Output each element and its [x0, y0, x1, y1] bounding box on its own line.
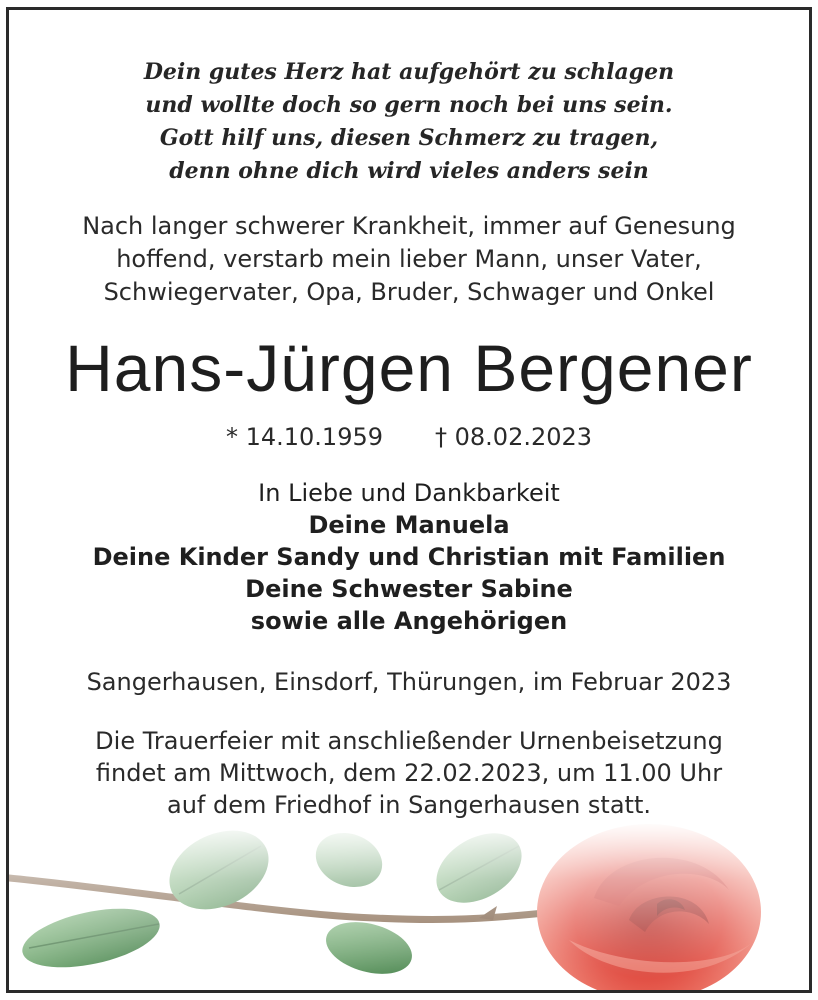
mourner-name: Deine Schwester Sabine	[245, 575, 573, 603]
poem-line: Gott hilf uns, diesen Schmerz zu tragen,	[159, 125, 659, 151]
poem-line: Dein gutes Herz hat aufgehört zu schlagen	[143, 59, 675, 85]
mourner-name: sowie alle Angehörigen	[250, 607, 568, 635]
rose-image	[9, 820, 809, 990]
deceased-name: Hans-Jürgen Bergener	[65, 331, 753, 405]
funeral-service-info	[9, 725, 809, 821]
intro-line: Nach langer schwerer Krankheit, immer auf Genesung	[82, 212, 736, 240]
intro-line: hoffend, verstarb mein lieber Mann, unser Vater,	[116, 245, 702, 273]
service-line: auf dem Friedhof in Sangerhausen statt.	[167, 791, 651, 819]
mourner-name: Deine Kinder Sandy und Christian mit Familien	[92, 543, 726, 571]
service-line: Die Trauerfeier mit anschließender Urnenbeisetzung	[95, 727, 723, 755]
place-and-date: Sangerhausen, Einsdorf, Thürungen, im Februar 2023	[86, 668, 732, 696]
death-date: † 08.02.2023	[435, 423, 593, 451]
poem	[9, 56, 809, 188]
mourners-block	[9, 477, 809, 637]
service-line: findet am Mittwoch, dem 22.02.2023, um 11.00 Uhr	[95, 759, 723, 787]
life-dates	[9, 420, 809, 454]
intro-line: Schwiegervater, Opa, Bruder, Schwager und Onkel	[103, 278, 715, 306]
death-notice-intro	[9, 210, 809, 309]
birth-date: * 14.10.1959	[225, 423, 383, 451]
poem-line: denn ohne dich wird vieles anders sein	[169, 158, 649, 184]
mourners-intro: In Liebe und Dankbarkeit	[258, 479, 560, 507]
mourner-name: Deine Manuela	[308, 511, 510, 539]
poem-line: und wollte doch so gern noch bei uns sein.	[145, 92, 673, 118]
obituary-frame	[6, 7, 812, 993]
